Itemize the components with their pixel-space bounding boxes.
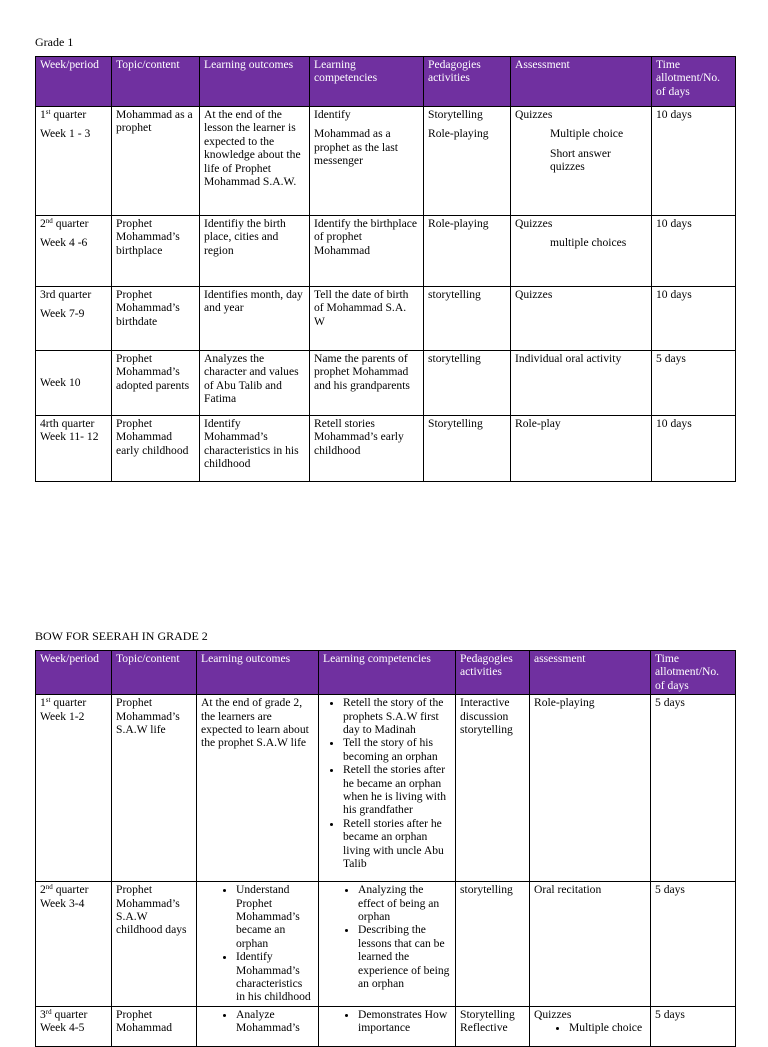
week-cell: 1st quarter Week 1-2	[36, 695, 112, 882]
list-item: • Demonstrates How importance	[358, 1008, 451, 1035]
header-cell: Time allotment/No. of days	[651, 651, 736, 695]
header-cell: Learning competencies	[310, 57, 424, 107]
grade2-title: BOW FOR SEERAH IN GRADE 2	[35, 629, 208, 643]
list-item: • Tell the story of his becoming an orphan	[343, 736, 451, 763]
assessment-cell: Quizzes	[511, 287, 652, 351]
header-cell: Topic/content	[112, 57, 200, 107]
list-item: • Understand Prophet Mohammad’s became an orphan	[236, 883, 314, 950]
header-cell: Topic/content	[112, 651, 197, 695]
outcomes-cell: At the end of grade 2, the learners are expected to learn about the prophet S.A.W life	[197, 695, 319, 882]
table-row	[36, 882, 736, 1007]
grade2-table	[35, 650, 736, 1047]
list-item: • Analyze Mohammad’s	[236, 1008, 314, 1035]
pedagogies-cell: Storytelling Role-playing	[424, 107, 511, 216]
outcomes-cell	[197, 882, 319, 1007]
outcomes-cell: Identifiy the birth place, cities and region	[200, 216, 310, 287]
pedagogies-cell: storytelling	[424, 287, 511, 351]
competencies-cell: Retell stories Mohammad’s early childhood	[310, 416, 424, 482]
table-row	[36, 107, 736, 216]
assessment-cell: Role-play	[511, 416, 652, 482]
week-cell: 1st quarter Week 1 - 3	[36, 107, 112, 216]
competencies-cell: Name the parents of prophet Mohammad and his grandparents	[310, 351, 424, 416]
competencies-cell	[319, 882, 456, 1007]
pedagogies-cell: Storytelling	[424, 416, 511, 482]
table-row	[36, 216, 736, 287]
table-row	[36, 1006, 736, 1046]
competencies-cell: Identify Mohammad as a prophet as the last messenger	[310, 107, 424, 216]
pedagogies-cell: Storytelling Reflective	[456, 1006, 530, 1046]
header-cell: Time allotment/No. of days	[652, 57, 736, 107]
week-cell: 2nd quarter Week 4 -6	[36, 216, 112, 287]
list-item: • Multiple choice	[569, 1021, 646, 1034]
header-cell: Week/period	[36, 57, 112, 107]
table-row	[36, 287, 736, 351]
time-cell: 10 days	[652, 216, 736, 287]
assessment-cell: Role-playing	[530, 695, 651, 882]
pedagogies-cell: Interactive discussion storytelling	[456, 695, 530, 882]
outcomes-cell: Identify Mohammad’s characteristics in his childhood	[200, 416, 310, 482]
assessment-cell: Quizzes Multiple choice Short answer quizzes	[511, 107, 652, 216]
header-cell: Learning outcomes	[197, 651, 319, 695]
list-item: • Analyzing the effect of being an orphan	[358, 883, 451, 923]
topic-cell: Prophet Mohammad’s S.A.W childhood days	[112, 882, 197, 1007]
week-cell: 3rd quarter Week 7-9	[36, 287, 112, 351]
table-row	[36, 695, 736, 882]
list-item: • Retell stories after he became an orphan living with uncle Abu Talib	[343, 817, 451, 871]
time-cell: 10 days	[652, 287, 736, 351]
grade1-header-row	[36, 57, 736, 107]
header-cell: Pedagogies activities	[424, 57, 511, 107]
outcomes-cell: Identifies month, day and year	[200, 287, 310, 351]
grade1-table	[35, 56, 736, 482]
pedagogies-cell: Role-playing	[424, 216, 511, 287]
list-item: • Retell the story of the prophets S.A.W first day to Madinah	[343, 696, 451, 736]
time-cell: 5 days	[651, 695, 736, 882]
competencies-cell: Identify the birthplace of prophet Mohammad	[310, 216, 424, 287]
week-cell: Week 10	[36, 351, 112, 416]
outcomes-cell	[197, 1006, 319, 1046]
time-cell: 5 days	[651, 1006, 736, 1046]
time-cell: 5 days	[652, 351, 736, 416]
topic-cell: Prophet Mohammad early childhood	[112, 416, 200, 482]
time-cell: 10 days	[652, 107, 736, 216]
table-row	[36, 416, 736, 482]
list-item: • Describing the lessons that can be learned the experience of being an orphan	[358, 923, 451, 990]
topic-cell: Mohammad as a prophet	[112, 107, 200, 216]
header-cell: Pedagogies activities	[456, 651, 530, 695]
list-item: • Identify Mohammad’s characteristics in his childhood	[236, 950, 314, 1004]
pedagogies-cell: storytelling	[424, 351, 511, 416]
week-cell: 3rd quarter Week 4-5	[36, 1006, 112, 1046]
list-item: • Retell the stories after he became an orphan when he is living with his grandfather	[343, 763, 451, 817]
topic-cell: Prophet Mohammad’s S.A.W life	[112, 695, 197, 882]
header-cell: Learning outcomes	[200, 57, 310, 107]
outcomes-cell: At the end of the lesson the learner is expected to the knowledge about the life of Prophet Mohammad S.A.W.	[200, 107, 310, 216]
assessment-cell: Individual oral activity	[511, 351, 652, 416]
header-cell: Learning competencies	[319, 651, 456, 695]
competencies-cell: Tell the date of birth of Mohammad S.A. W	[310, 287, 424, 351]
pedagogies-cell: storytelling	[456, 882, 530, 1007]
topic-cell: Prophet Mohammad’s birthplace	[112, 216, 200, 287]
week-cell: 2nd quarter Week 3-4	[36, 882, 112, 1007]
time-cell: 5 days	[651, 882, 736, 1007]
topic-cell: Prophet Mohammad’s birthdate	[112, 287, 200, 351]
time-cell: 10 days	[652, 416, 736, 482]
grade2-header-row	[36, 651, 736, 695]
outcomes-cell: Analyzes the character and values of Abu Talib and Fatima	[200, 351, 310, 416]
grade1-title: Grade 1	[35, 35, 74, 49]
header-cell: Week/period	[36, 651, 112, 695]
header-cell: assessment	[530, 651, 651, 695]
competencies-cell	[319, 1006, 456, 1046]
topic-cell: Prophet Mohammad	[112, 1006, 197, 1046]
week-cell: 4rth quarter Week 11- 12	[36, 416, 112, 482]
assessment-cell: Quizzes multiple choices	[511, 216, 652, 287]
competencies-cell	[319, 695, 456, 882]
topic-cell: Prophet Mohammad’s adopted parents	[112, 351, 200, 416]
assessment-cell: Oral recitation	[530, 882, 651, 1007]
assessment-cell: Quizzes • Multiple choice	[530, 1006, 651, 1046]
table-row	[36, 351, 736, 416]
header-cell: Assessment	[511, 57, 652, 107]
